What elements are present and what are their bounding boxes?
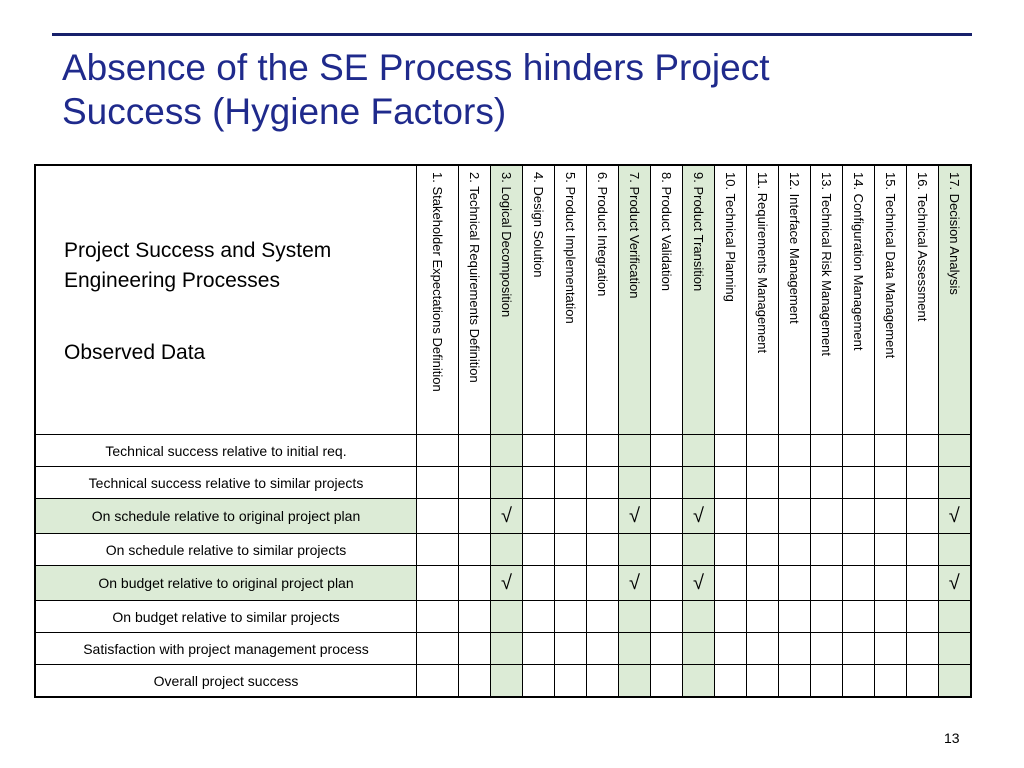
matrix-row [35, 633, 971, 665]
matrix-cell [459, 435, 491, 467]
matrix-cell [779, 566, 811, 601]
matrix-cell [907, 633, 939, 665]
matrix-cell [523, 566, 555, 601]
corner-title: Project Success and System Engineering Processes [64, 239, 332, 292]
matrix-row [35, 665, 971, 698]
column-header-label: 6. Product Integration [595, 172, 610, 297]
matrix-cell [619, 633, 651, 665]
check-mark: √ [683, 499, 715, 534]
matrix-cell [417, 601, 459, 633]
matrix-cell [555, 566, 587, 601]
column-header [417, 165, 459, 435]
matrix-cell [587, 633, 619, 665]
row-label: On schedule relative to similar projects [35, 534, 417, 566]
column-header-label: 4. Design Solution [531, 172, 546, 278]
column-header-label: 9. Product Transition [691, 172, 706, 292]
matrix-cell [587, 499, 619, 534]
matrix-cell [779, 665, 811, 698]
matrix-cell [417, 499, 459, 534]
column-header [459, 165, 491, 435]
matrix-cell [555, 435, 587, 467]
check-mark: √ [619, 499, 651, 534]
matrix-cell [843, 566, 875, 601]
column-header [843, 165, 875, 435]
row-label: Overall project success [35, 665, 417, 698]
matrix-cell [417, 665, 459, 698]
matrix-cell [875, 633, 907, 665]
process-success-matrix [34, 164, 972, 698]
column-header-label: 17. Decision Analysis [946, 172, 962, 295]
matrix-cell [843, 601, 875, 633]
column-header-label: 14. Configuration Management [851, 172, 866, 351]
row-label: On schedule relative to original project plan [35, 499, 417, 534]
matrix-cell [747, 566, 779, 601]
matrix-cell [747, 435, 779, 467]
matrix-cell [715, 566, 747, 601]
matrix-cell [459, 534, 491, 566]
matrix-cell [491, 467, 523, 499]
matrix-cell [587, 601, 619, 633]
matrix-cell [459, 467, 491, 499]
column-header-label: 13. Technical Risk Management [819, 172, 834, 357]
column-header [491, 165, 523, 435]
matrix-cell [651, 633, 683, 665]
matrix-cell [811, 435, 843, 467]
matrix-cell [811, 467, 843, 499]
matrix-cell [875, 467, 907, 499]
matrix-cell [683, 467, 715, 499]
slide-title [62, 46, 962, 134]
matrix-cell [417, 534, 459, 566]
matrix-cell [459, 499, 491, 534]
matrix-cell [417, 633, 459, 665]
matrix-cell [555, 499, 587, 534]
matrix-cell [779, 601, 811, 633]
matrix-cell [459, 601, 491, 633]
matrix-cell [491, 633, 523, 665]
matrix-cell [875, 601, 907, 633]
check-mark: √ [683, 566, 715, 601]
matrix-cell [747, 534, 779, 566]
matrix-cell [587, 566, 619, 601]
column-header [715, 165, 747, 435]
matrix-cell [555, 534, 587, 566]
matrix-cell [683, 665, 715, 698]
page-number: 13 [944, 730, 960, 746]
matrix-cell [683, 534, 715, 566]
matrix-cell [843, 499, 875, 534]
matrix-cell [587, 534, 619, 566]
matrix-cell [907, 534, 939, 566]
matrix-row [35, 534, 971, 566]
corner-subtitle: Observed Data [64, 341, 206, 364]
check-mark: √ [491, 566, 523, 601]
column-header-label: 15. Technical Data Management [883, 172, 898, 359]
matrix-cell [779, 467, 811, 499]
matrix-cell [843, 534, 875, 566]
column-header [811, 165, 843, 435]
matrix-cell [939, 467, 971, 499]
matrix-cell [651, 435, 683, 467]
column-header [683, 165, 715, 435]
matrix-cell [875, 435, 907, 467]
matrix-cell [843, 665, 875, 698]
column-header [555, 165, 587, 435]
matrix-cell [651, 467, 683, 499]
column-header [619, 165, 651, 435]
column-header [875, 165, 907, 435]
matrix-cell [811, 601, 843, 633]
slide-title-line-2: Success (Hygiene Factors) [62, 91, 507, 132]
matrix-cell [907, 499, 939, 534]
matrix-cell [619, 601, 651, 633]
matrix-cell [843, 633, 875, 665]
row-label: Technical success relative to similar projects [35, 467, 417, 499]
matrix-cell [651, 534, 683, 566]
title-rule [52, 33, 972, 36]
matrix-cell [491, 534, 523, 566]
matrix-header-row [35, 165, 971, 435]
row-label: On budget relative to original project plan [35, 566, 417, 601]
matrix-cell [555, 633, 587, 665]
matrix-cell [417, 467, 459, 499]
matrix-cell [811, 566, 843, 601]
matrix-cell [715, 467, 747, 499]
column-header [779, 165, 811, 435]
matrix-cell [417, 435, 459, 467]
matrix-cell [491, 665, 523, 698]
matrix-cell [523, 601, 555, 633]
matrix-cell [523, 467, 555, 499]
matrix-cell [811, 499, 843, 534]
check-mark: √ [939, 499, 971, 534]
column-header [939, 165, 971, 435]
column-header-label: 5. Product Implementation [563, 172, 578, 324]
matrix-cell [875, 534, 907, 566]
matrix-cell [491, 435, 523, 467]
row-label: Satisfaction with project management process [35, 633, 417, 665]
matrix-cell [491, 601, 523, 633]
matrix-cell [459, 566, 491, 601]
matrix-cell [523, 665, 555, 698]
column-header-label: 7. Product Verification [627, 172, 642, 299]
matrix-cell [523, 534, 555, 566]
matrix-cell [907, 435, 939, 467]
matrix-cell [619, 665, 651, 698]
matrix-cell [843, 467, 875, 499]
matrix-cell [779, 534, 811, 566]
matrix-cell [875, 499, 907, 534]
column-header-label: 1. Stakeholder Expectations Definition [430, 172, 445, 392]
matrix-cell [811, 633, 843, 665]
check-mark: √ [619, 566, 651, 601]
matrix-cell [747, 633, 779, 665]
matrix-cell [747, 467, 779, 499]
matrix-cell [683, 435, 715, 467]
column-header-label: 16. Technical Assessment [915, 172, 930, 322]
matrix-cell [715, 633, 747, 665]
matrix-cell [779, 499, 811, 534]
matrix-cell [939, 665, 971, 698]
matrix-cell [715, 499, 747, 534]
matrix-cell [843, 435, 875, 467]
matrix-row [35, 566, 971, 601]
column-header [523, 165, 555, 435]
matrix-cell [907, 467, 939, 499]
matrix-cell [907, 601, 939, 633]
matrix-cell [555, 665, 587, 698]
matrix-cell [939, 633, 971, 665]
matrix-cell [619, 467, 651, 499]
matrix-cell [715, 435, 747, 467]
matrix-cell [747, 665, 779, 698]
matrix-cell [587, 665, 619, 698]
matrix-cell [939, 435, 971, 467]
column-header-label: 3. Logical Decomposition [499, 172, 514, 318]
matrix-cell [651, 566, 683, 601]
matrix-row [35, 601, 971, 633]
row-label: On budget relative to similar projects [35, 601, 417, 633]
matrix-row [35, 435, 971, 467]
matrix-cell [459, 665, 491, 698]
matrix-cell [683, 601, 715, 633]
matrix-row [35, 499, 971, 534]
matrix-cell [523, 435, 555, 467]
matrix-cell [939, 534, 971, 566]
matrix-cell [811, 534, 843, 566]
matrix-cell [523, 633, 555, 665]
column-header-label: 12. Interface Management [787, 172, 802, 324]
matrix-cell [715, 601, 747, 633]
column-header [587, 165, 619, 435]
matrix-cell [555, 601, 587, 633]
matrix-cell [555, 467, 587, 499]
check-mark: √ [491, 499, 523, 534]
column-header [747, 165, 779, 435]
matrix-cell [811, 665, 843, 698]
column-header [907, 165, 939, 435]
slide-title-line-1: Absence of the SE Process hinders Project [62, 47, 770, 88]
matrix-cell [875, 665, 907, 698]
column-header-label: 2. Technical Requirements Definition [467, 172, 482, 383]
matrix-cell [683, 633, 715, 665]
matrix-cell [747, 601, 779, 633]
matrix-cell [523, 499, 555, 534]
matrix-cell [619, 534, 651, 566]
matrix-cell [459, 633, 491, 665]
matrix-cell [651, 601, 683, 633]
matrix-cell [587, 435, 619, 467]
matrix-cell [651, 665, 683, 698]
matrix-cell [417, 566, 459, 601]
matrix-cell [747, 499, 779, 534]
matrix-corner [35, 165, 417, 435]
matrix-cell [779, 435, 811, 467]
check-mark: √ [939, 566, 971, 601]
row-label: Technical success relative to initial req. [35, 435, 417, 467]
matrix-cell [907, 665, 939, 698]
column-header-label: 10. Technical Planning [723, 172, 738, 302]
column-header [651, 165, 683, 435]
matrix-cell [619, 435, 651, 467]
matrix-cell [651, 499, 683, 534]
matrix-cell [939, 601, 971, 633]
matrix-cell [779, 633, 811, 665]
matrix-cell [907, 566, 939, 601]
matrix-cell [587, 467, 619, 499]
column-header-label: 11. Requirements Management [755, 172, 770, 354]
column-header-label: 8. Product Validation [659, 172, 674, 291]
matrix-cell [715, 665, 747, 698]
matrix-row [35, 467, 971, 499]
matrix-cell [875, 566, 907, 601]
matrix-cell [715, 534, 747, 566]
